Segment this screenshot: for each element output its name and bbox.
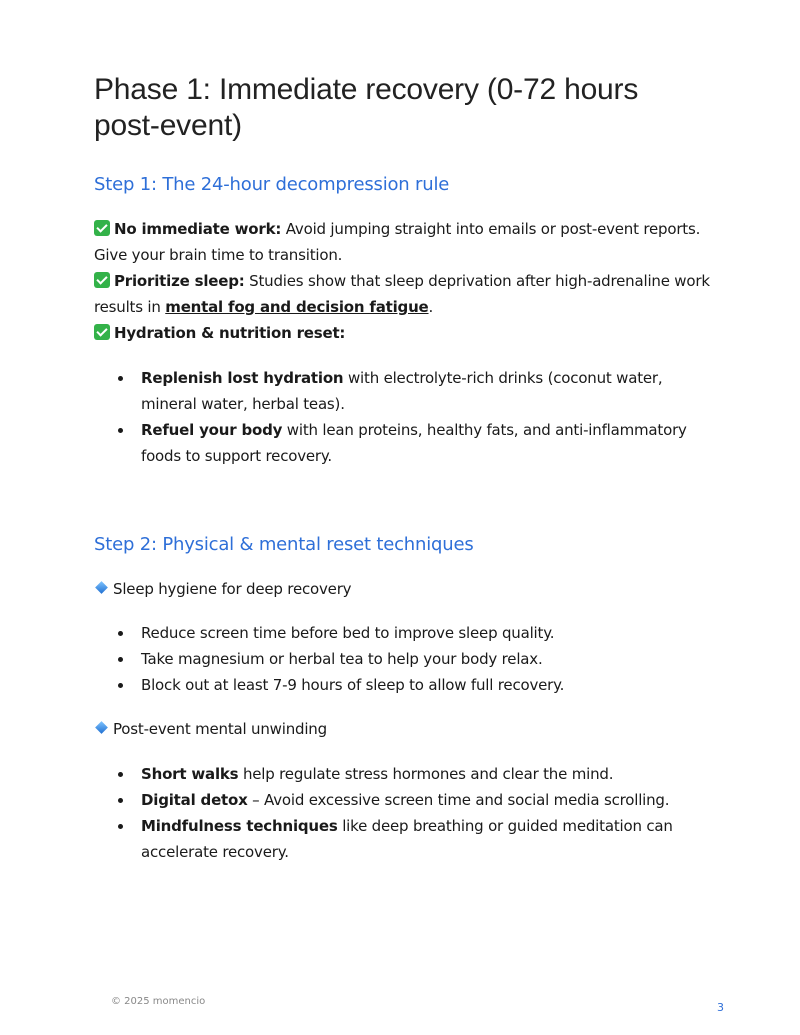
list-item xyxy=(94,813,714,865)
bullet-bold: Replenish lost hydration xyxy=(141,369,344,387)
sleep-hygiene-bullet-list xyxy=(94,620,714,698)
list-item xyxy=(94,787,714,813)
bullet-text: help regulate stress hormones and clear the mind. xyxy=(238,765,614,783)
blue-diamond-icon xyxy=(95,581,108,594)
item-text: Avoid jumping straight into emails or post-event reports. Give your brain time to transition. xyxy=(94,220,701,264)
list-item: Block out at least 7-9 hours of sleep to allow full recovery. xyxy=(94,672,714,698)
list-item: Reduce screen time before bed to improve sleep quality. xyxy=(94,620,714,646)
sleep-hygiene-subheading xyxy=(94,576,714,602)
step-1-item-no-immediate-work xyxy=(94,216,714,268)
item-bold-label: Prioritize sleep: xyxy=(114,272,245,290)
step-1-heading: Step 1: The 24-hour decompression rule xyxy=(94,174,450,195)
check-mark-icon xyxy=(94,324,110,340)
item-bold-label: No immediate work: xyxy=(114,220,282,238)
bullet-bold: Short walks xyxy=(141,765,239,783)
mental-fog-link[interactable]: mental fog and decision fatigue xyxy=(165,298,429,316)
list-item xyxy=(94,761,714,787)
bullet-text: with lean proteins, healthy fats, and anti-inflammatory foods to support recovery. xyxy=(141,421,687,465)
step-2-heading: Step 2: Physical & mental reset techniques xyxy=(94,534,474,555)
hydration-bullet-list xyxy=(94,365,714,469)
bullet-bold: Mindfulness techniques xyxy=(141,817,338,835)
subheading-text: Sleep hygiene for deep recovery xyxy=(113,580,352,598)
page-title: Phase 1: Immediate recovery (0-72 hours post-event) xyxy=(94,73,639,142)
bullet-bold: Digital detox xyxy=(141,791,248,809)
list-item xyxy=(94,365,714,417)
mental-unwinding-bullet-list xyxy=(94,761,714,865)
check-mark-icon xyxy=(94,220,110,236)
bullet-text: like deep breathing or guided meditation can accelerate recovery. xyxy=(141,817,673,861)
item-text: Studies show that sleep deprivation after high-adrenaline work results in xyxy=(94,272,710,316)
mental-unwinding-subheading xyxy=(94,716,714,742)
list-item xyxy=(94,417,714,469)
item-bold-label: Hydration & nutrition reset: xyxy=(114,324,346,342)
blue-diamond-icon xyxy=(95,721,108,734)
check-mark-icon xyxy=(94,272,110,288)
bullet-text: – Avoid excessive screen time and social media scrolling. xyxy=(247,791,670,809)
bullet-text: with electrolyte-rich drinks (coconut water, mineral water, herbal teas). xyxy=(141,369,663,413)
subheading-text: Post-event mental unwinding xyxy=(113,720,327,738)
step-1-item-hydration xyxy=(94,320,714,346)
copyright-footer: © 2025 momencio xyxy=(111,996,206,1007)
step-1-item-prioritize-sleep xyxy=(94,268,714,320)
page-number: 3 xyxy=(717,1001,724,1014)
bullet-bold: Refuel your body xyxy=(141,421,283,439)
item-text-end: . xyxy=(428,298,434,316)
list-item: Take magnesium or herbal tea to help your body relax. xyxy=(94,646,714,672)
